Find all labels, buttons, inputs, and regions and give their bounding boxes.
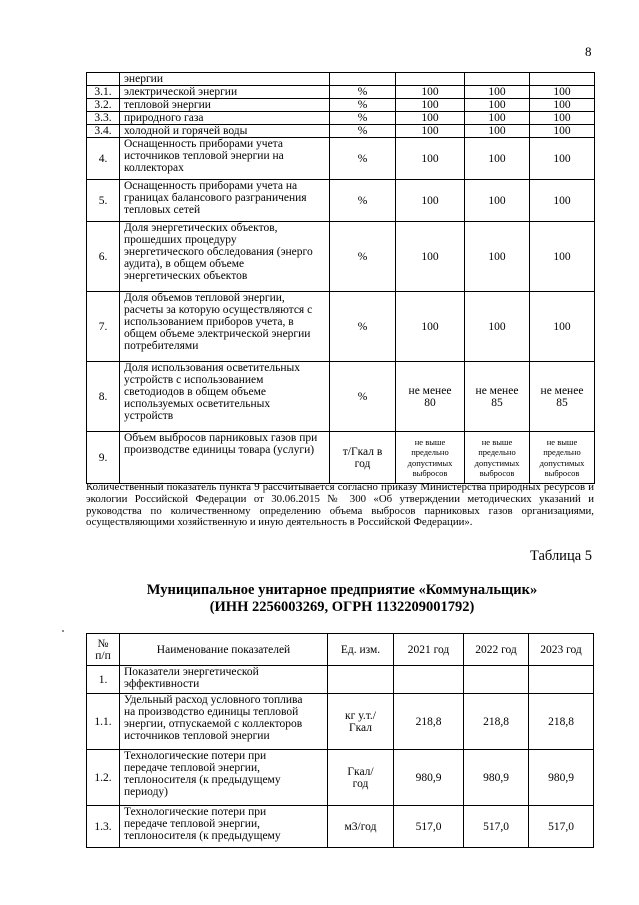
unit: [330, 180, 396, 222]
cell-line: выбросов: [479, 468, 515, 478]
cell-line: тепловых сетей: [124, 204, 201, 216]
cell-line: передаче тепловой энергии,: [124, 762, 260, 774]
header-num-line: п/п: [95, 649, 111, 662]
value-2022: [465, 125, 530, 138]
table-row: [87, 292, 595, 362]
cell-line: 100: [488, 320, 506, 333]
indicator-name: [120, 125, 330, 138]
unit: [330, 138, 396, 180]
cell-line: %: [357, 320, 368, 333]
indicator-name: [120, 138, 330, 180]
cell-line: Технологические потери при: [124, 750, 267, 762]
indicator-name: [120, 222, 330, 292]
unit: [330, 222, 396, 292]
cell-line: светодиодов в общем объеме: [124, 386, 266, 398]
cell-line: 100: [488, 99, 506, 111]
cell-line: расчеты за которую осуществляются с: [124, 304, 313, 316]
cell-line: Гкал/: [347, 765, 374, 778]
cell-line: выбросов: [412, 468, 448, 478]
cell-line: 85: [556, 396, 568, 409]
cell-line: Показатели энергетической: [124, 666, 259, 678]
value-2021: [396, 180, 465, 222]
value-2023: [530, 86, 595, 99]
row-number: 4.: [87, 138, 120, 180]
value-2022: [465, 432, 530, 484]
cell-line: %: [357, 152, 368, 165]
table-row: [87, 180, 595, 222]
cell-line: 100: [421, 86, 439, 98]
value-2021: [396, 432, 465, 484]
unit: [330, 432, 396, 484]
cell-line: %: [357, 112, 368, 124]
row-number: 1.: [87, 666, 120, 694]
cell-line: теплоносителя (к предыдущему: [124, 774, 281, 786]
row-number: 1.3.: [87, 806, 120, 848]
value-2023: [529, 666, 594, 694]
cell-line: 100: [488, 86, 506, 98]
cell-line: природного газа: [124, 112, 204, 124]
table-row: [87, 750, 594, 806]
org-title-line2: (ИНН 2256003269, ОГРН 1132209001792): [209, 599, 475, 615]
org-title: [86, 582, 598, 616]
cell-line: теплоносителя (к предыдущему: [124, 830, 281, 842]
cell-line: предельно: [478, 447, 516, 457]
cell-line: Оснащенность приборами учета на: [124, 180, 298, 192]
table-row: [87, 112, 595, 125]
cell-line: Гкал: [348, 721, 372, 734]
indicator-name: [120, 86, 330, 99]
cell-line: не выше: [414, 436, 446, 447]
value-2022: [465, 222, 530, 292]
cell-line: аудита), в общем объеме: [124, 258, 245, 270]
indicator-name: [120, 666, 328, 694]
value-2022: [465, 112, 530, 125]
cell-line: общем объеме электрической энергии: [124, 328, 311, 340]
cell-line: 100: [553, 152, 571, 165]
value-2021: 980,9: [394, 750, 464, 806]
value-2022: [465, 99, 530, 112]
cell-line: кг у.т./: [345, 709, 376, 722]
efficiency-table: [86, 633, 594, 848]
indicator-name: [120, 99, 330, 112]
unit: [328, 806, 394, 848]
unit: [330, 292, 396, 362]
table-header-row: [87, 634, 594, 666]
cell-line: 100: [421, 99, 439, 111]
row-number: [87, 73, 120, 86]
cell-line: выбросов: [544, 468, 580, 478]
cell-line: м3/год: [344, 820, 377, 833]
table-row: [87, 362, 595, 432]
cell-line: холодной и горячей воды: [124, 125, 248, 137]
value-2023: [530, 292, 595, 362]
cell-line: 100: [553, 194, 571, 207]
value-2021: [396, 125, 465, 138]
value-2023: [530, 362, 595, 432]
cell-line: энергии, отпускаемой с коллекторов: [124, 718, 303, 730]
cell-line: эффективности: [124, 678, 200, 690]
cell-line: границах балансового разграничения: [124, 192, 307, 204]
value-2023: [530, 112, 595, 125]
indicator-name: [120, 292, 330, 362]
cell-line: 100: [553, 86, 571, 98]
cell-line: 100: [488, 250, 506, 263]
cell-line: 100: [421, 250, 439, 263]
unit: [330, 73, 396, 86]
unit: [330, 125, 396, 138]
cell-line: Объем выбросов парниковых газов при: [124, 432, 318, 444]
row-number: 6.: [87, 222, 120, 292]
cell-line: %: [357, 194, 368, 207]
row-number: 3.3.: [87, 112, 120, 125]
value-2021: [396, 222, 465, 292]
row-number: 3.4.: [87, 125, 120, 138]
cell-line: не выше: [481, 436, 513, 447]
cell-line: год: [354, 457, 371, 470]
cell-line: 100: [421, 112, 439, 124]
row-number: 1.1.: [87, 694, 120, 750]
unit: [330, 112, 396, 125]
cell-line: Удельный расход условного топлива: [124, 694, 303, 706]
indicator-name: [120, 694, 328, 750]
cell-line: энергии: [124, 73, 163, 85]
cell-line: предельно: [543, 447, 581, 457]
cell-line: используемых осветительных: [124, 398, 271, 410]
value-2022: [465, 138, 530, 180]
indicator-name: [120, 112, 330, 125]
cell-line: не менее: [540, 384, 584, 397]
footnote: Количественный показатель пункта 9 рассчитывается согласно приказу Министерства природных ресурсов и экологии Российской Федерации от 30.06.2015 № 300 «Об утверждении методических указаний и руководства по количественному определению объема выбросов парниковых газов организациями, осуществляющими хозяйственную и иную деятельность в Российской Федерации».: [86, 481, 594, 529]
cell-line: 100: [553, 99, 571, 111]
cell-line: 100: [488, 125, 506, 137]
value-2022: [465, 292, 530, 362]
header-num: [87, 634, 120, 666]
cell-line: передаче тепловой энергии,: [124, 818, 260, 830]
value-2021: 517,0: [394, 806, 464, 848]
cell-line: энергетических объектов: [124, 270, 248, 282]
cell-line: %: [357, 390, 368, 403]
cell-line: предельно: [411, 447, 449, 457]
value-2023: 517,0: [529, 806, 594, 848]
indicator-name: [120, 73, 330, 86]
indicator-name: [120, 180, 330, 222]
value-2023: [530, 222, 595, 292]
cell-line: 100: [553, 320, 571, 333]
value-2021: [396, 112, 465, 125]
table-row: [87, 806, 594, 848]
cell-line: источников тепловой энергии: [124, 730, 270, 742]
cell-line: допустимых: [539, 457, 585, 468]
indicator-name: [120, 362, 330, 432]
header-2022: 2022 год: [464, 634, 529, 666]
value-2022: 218,8: [464, 694, 529, 750]
cell-line: не выше: [546, 436, 578, 447]
cell-line: потребителями: [124, 340, 199, 352]
indicator-name: [120, 806, 328, 848]
value-2021: [396, 362, 465, 432]
cell-line: 100: [488, 112, 506, 124]
value-2023: [530, 99, 595, 112]
value-2021: 218,8: [394, 694, 464, 750]
table-row: [87, 222, 595, 292]
unit: [328, 694, 394, 750]
header-num-line: №: [97, 637, 109, 650]
cell-line: год: [352, 777, 369, 790]
cell-line: %: [357, 250, 368, 263]
cell-line: 100: [421, 320, 439, 333]
row-number: 9.: [87, 432, 120, 484]
row-number: 1.2.: [87, 750, 120, 806]
value-2021: [394, 666, 464, 694]
table-row: [87, 432, 595, 484]
org-title-line1: Муниципальное унитарное предприятие «Коммунальщик»: [146, 582, 538, 598]
unit: [328, 666, 394, 694]
cell-line: Оснащенность приборами учета: [124, 138, 283, 150]
cell-line: 100: [421, 152, 439, 165]
cell-line: т/Гкал в: [342, 445, 383, 458]
cell-line: не менее: [408, 384, 452, 397]
unit: [330, 99, 396, 112]
cell-line: 80: [424, 396, 436, 409]
value-2021: [396, 99, 465, 112]
row-number: 8.: [87, 362, 120, 432]
table-row: [87, 86, 595, 99]
table-label: Таблица 5: [530, 548, 593, 564]
table-row: [87, 99, 595, 112]
value-2021: [396, 73, 465, 86]
value-2023: 980,9: [529, 750, 594, 806]
cell-line: источников тепловой энергии на: [124, 150, 284, 162]
table-row: [87, 125, 595, 138]
header-name: Наименование показателей: [120, 634, 328, 666]
cell-line: 85: [491, 396, 503, 409]
value-2023: 218,8: [529, 694, 594, 750]
table-row: [87, 138, 595, 180]
cell-line: использованием приборов учета, в: [124, 316, 294, 328]
value-2023: [530, 432, 595, 484]
unit: [330, 362, 396, 432]
cell-line: Доля энергетических объектов,: [124, 222, 278, 234]
row-number: 5.: [87, 180, 120, 222]
indicator-name: [120, 750, 328, 806]
value-2022: 980,9: [464, 750, 529, 806]
cell-line: 100: [488, 152, 506, 165]
value-2022: [465, 180, 530, 222]
cell-line: устройств с использованием: [124, 374, 264, 386]
unit: [328, 750, 394, 806]
value-2021: [396, 86, 465, 99]
cell-line: %: [357, 86, 368, 98]
cell-line: допустимых: [474, 457, 520, 468]
cell-line: Доля использования осветительных: [124, 362, 300, 374]
value-2022: [465, 362, 530, 432]
unit: [330, 86, 396, 99]
value-2022: 517,0: [464, 806, 529, 848]
cell-line: 100: [488, 194, 506, 207]
cell-line: тепловой энергии: [124, 99, 211, 111]
row-number: 3.1.: [87, 86, 120, 99]
value-2023: [530, 180, 595, 222]
value-2022: [464, 666, 529, 694]
table-row: [87, 694, 594, 750]
table-row: [87, 666, 594, 694]
cell-line: Технологические потери при: [124, 806, 267, 818]
cell-line: 100: [553, 250, 571, 263]
value-2023: [530, 73, 595, 86]
value-2022: [465, 73, 530, 86]
cell-line: допустимых: [407, 457, 453, 468]
row-number: 3.2.: [87, 99, 120, 112]
cell-line: коллекторах: [124, 162, 184, 174]
cell-line: Доля объемов тепловой энергии,: [124, 292, 285, 304]
cell-line: периоду): [124, 786, 169, 798]
value-2022: [465, 86, 530, 99]
value-2021: [396, 138, 465, 180]
header-2021: 2021 год: [394, 634, 464, 666]
cell-line: 100: [553, 112, 571, 124]
cell-line: на производство единицы тепловой: [124, 706, 299, 718]
cell-line: 100: [553, 125, 571, 137]
cell-line: не менее: [475, 384, 519, 397]
cell-line: устройств: [124, 410, 174, 422]
indicator-name: [120, 432, 330, 484]
cell-line: прошедших процедуру: [124, 234, 237, 246]
scan-speck: [62, 630, 64, 632]
value-2023: [530, 125, 595, 138]
value-2023: [530, 138, 595, 180]
header-2023: 2023 год: [529, 634, 594, 666]
row-number: 7.: [87, 292, 120, 362]
cell-line: %: [357, 99, 368, 111]
header-unit: Ед. изм.: [328, 634, 394, 666]
table-row: [87, 73, 595, 86]
cell-line: 100: [421, 125, 439, 137]
cell-line: энергетического обследования (энерго: [124, 246, 313, 258]
cell-line: производстве единицы товара (услуги): [124, 444, 315, 456]
indicators-table-continued: [86, 72, 595, 484]
cell-line: %: [357, 125, 368, 137]
page-number: 8: [585, 44, 592, 59]
cell-line: 100: [421, 194, 439, 207]
cell-line: электрической энергии: [124, 86, 238, 98]
value-2021: [396, 292, 465, 362]
